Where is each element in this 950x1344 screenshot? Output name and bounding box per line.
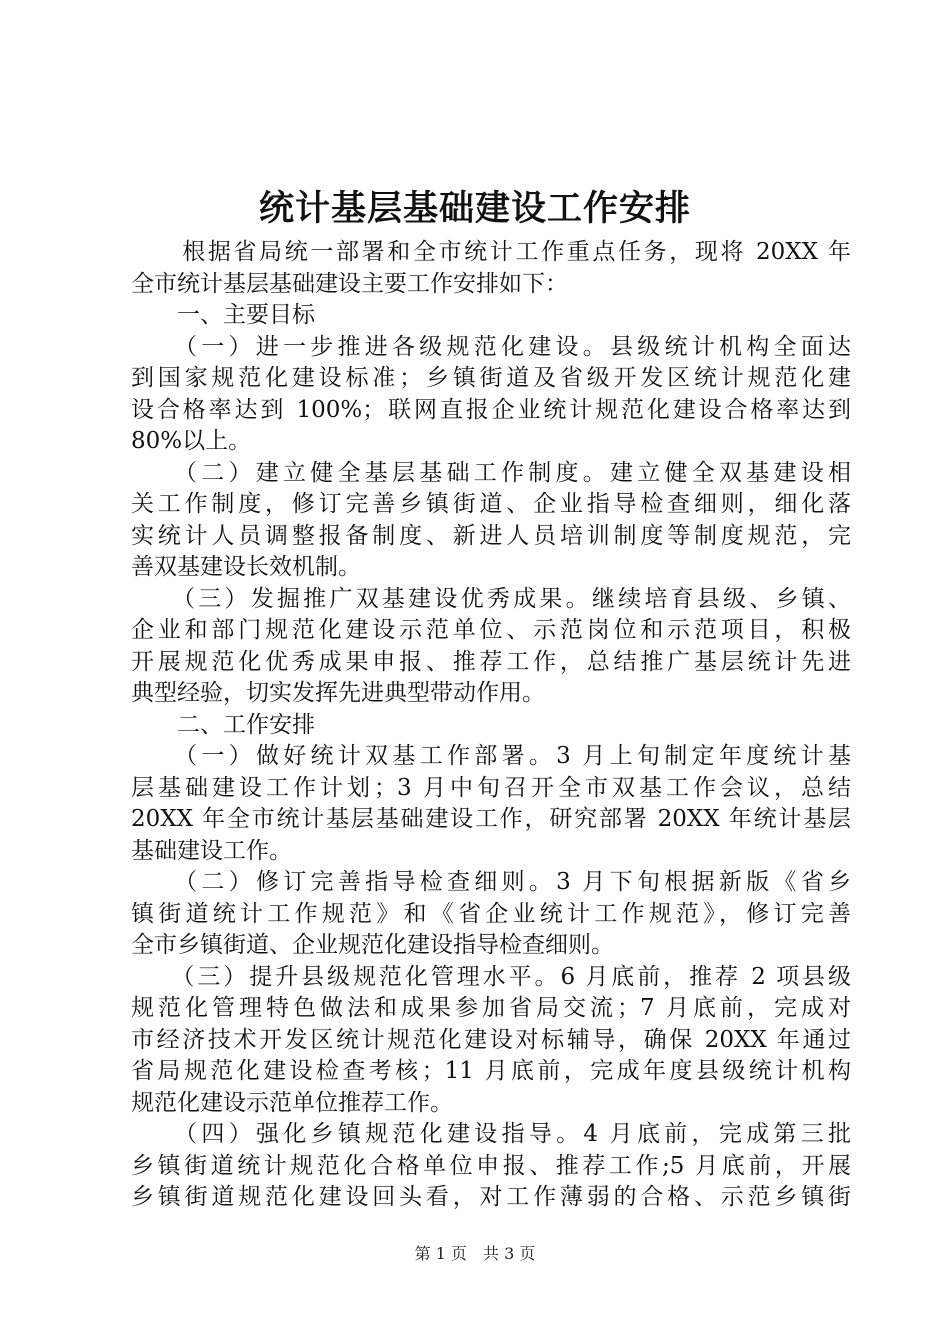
document-title: 统计基层基础建设工作安排 — [258, 188, 691, 229]
text-line: （四）强化乡镇规范化建设指导。4 月底前，完成第三批 — [131, 1121, 851, 1147]
text-line: 镇街道统计工作规范》和《省企业统计工作规范》，修订完善 — [131, 900, 851, 927]
text-line: 关工作制度，修订完善乡镇街道、企业指导检查细则，细化落 — [131, 491, 851, 517]
text-line: 典型经验，切实发挥先进典型带动作用。 — [131, 680, 545, 706]
text-line: （三）发掘推广双基建设优秀成果。继续培育县级、乡镇、 — [131, 585, 851, 612]
text-line: 层基础建设工作计划；3 月中旬召开全市双基工作会议，总结 — [131, 774, 851, 801]
text-line: 规范化管理特色做法和成果参加省局交流；7 月底前，完成对 — [131, 995, 851, 1021]
text-line: 设合格率达到 100%；联网直报企业统计规范化建设合格率达到 — [131, 396, 851, 423]
text-line: 80%以上。 — [131, 428, 252, 454]
text-line: （三）提升县级规范化管理水平。6 月底前，推荐 2 项县级 — [131, 963, 851, 990]
text-line: 基础建设工作。 — [131, 837, 292, 864]
text-line: 20XX 年全市统计基层基础建设工作，研究部署 20XX 年统计基层 — [131, 806, 851, 832]
text-line: （一）进一步推进各级规范化建设。县级统计机构全面达 — [131, 333, 851, 360]
text-line: 乡镇街道规范化建设回头看，对工作薄弱的合格、示范乡镇街 — [131, 1184, 851, 1210]
text-line: 实统计人员调整报备制度、新进人员培训制度等制度规范，完 — [131, 522, 851, 549]
text-line: 根据省局统一部署和全市统计工作重点任务，现将 20XX 年 — [131, 239, 851, 265]
text-line: 市经济技术开发区统计规范化建设对标辅导，确保 20XX 年通过 — [131, 1026, 851, 1053]
text-line: 全市乡镇街道、企业规范化建设指导检查细则。 — [131, 932, 614, 958]
text-line: 规范化建设示范单位推荐工作。 — [131, 1089, 453, 1116]
text-line: （二）修订完善指导检查细则。3 月下旬根据新版《省乡 — [131, 869, 851, 895]
text-line: 乡镇街道统计规范化合格单位申报、推荐工作;5 月底前，开展 — [131, 1152, 851, 1179]
text-line: 二、工作安排 — [131, 711, 315, 738]
text-line: 省局规范化建设检查考核；11 月底前，完成年度县级统计机构 — [131, 1058, 851, 1084]
text-line: 企业和部门规范化建设示范单位、示范岗位和示范项目，积极 — [131, 617, 851, 643]
text-line: （二）建立健全基层基础工作制度。建立健全双基建设相 — [131, 459, 851, 486]
text-line: （一）做好统计双基工作部署。3 月上旬制定年度统计基 — [131, 743, 851, 769]
page-footer: 第 1 页 共 3 页 — [414, 1244, 536, 1263]
text-line: 善双基建设长效机制。 — [131, 554, 361, 580]
document-body — [131, 237, 851, 1214]
text-line: 一、主要目标 — [131, 302, 315, 328]
text-line: 开展规范化优秀成果申报、推荐工作，总结推广基层统计先进 — [131, 648, 851, 675]
text-line: 全市统计基层基础建设主要工作安排如下： — [131, 270, 568, 297]
text-line: 到国家规范化建设标准；乡镇街道及省级开发区统计规范化建 — [131, 365, 851, 391]
